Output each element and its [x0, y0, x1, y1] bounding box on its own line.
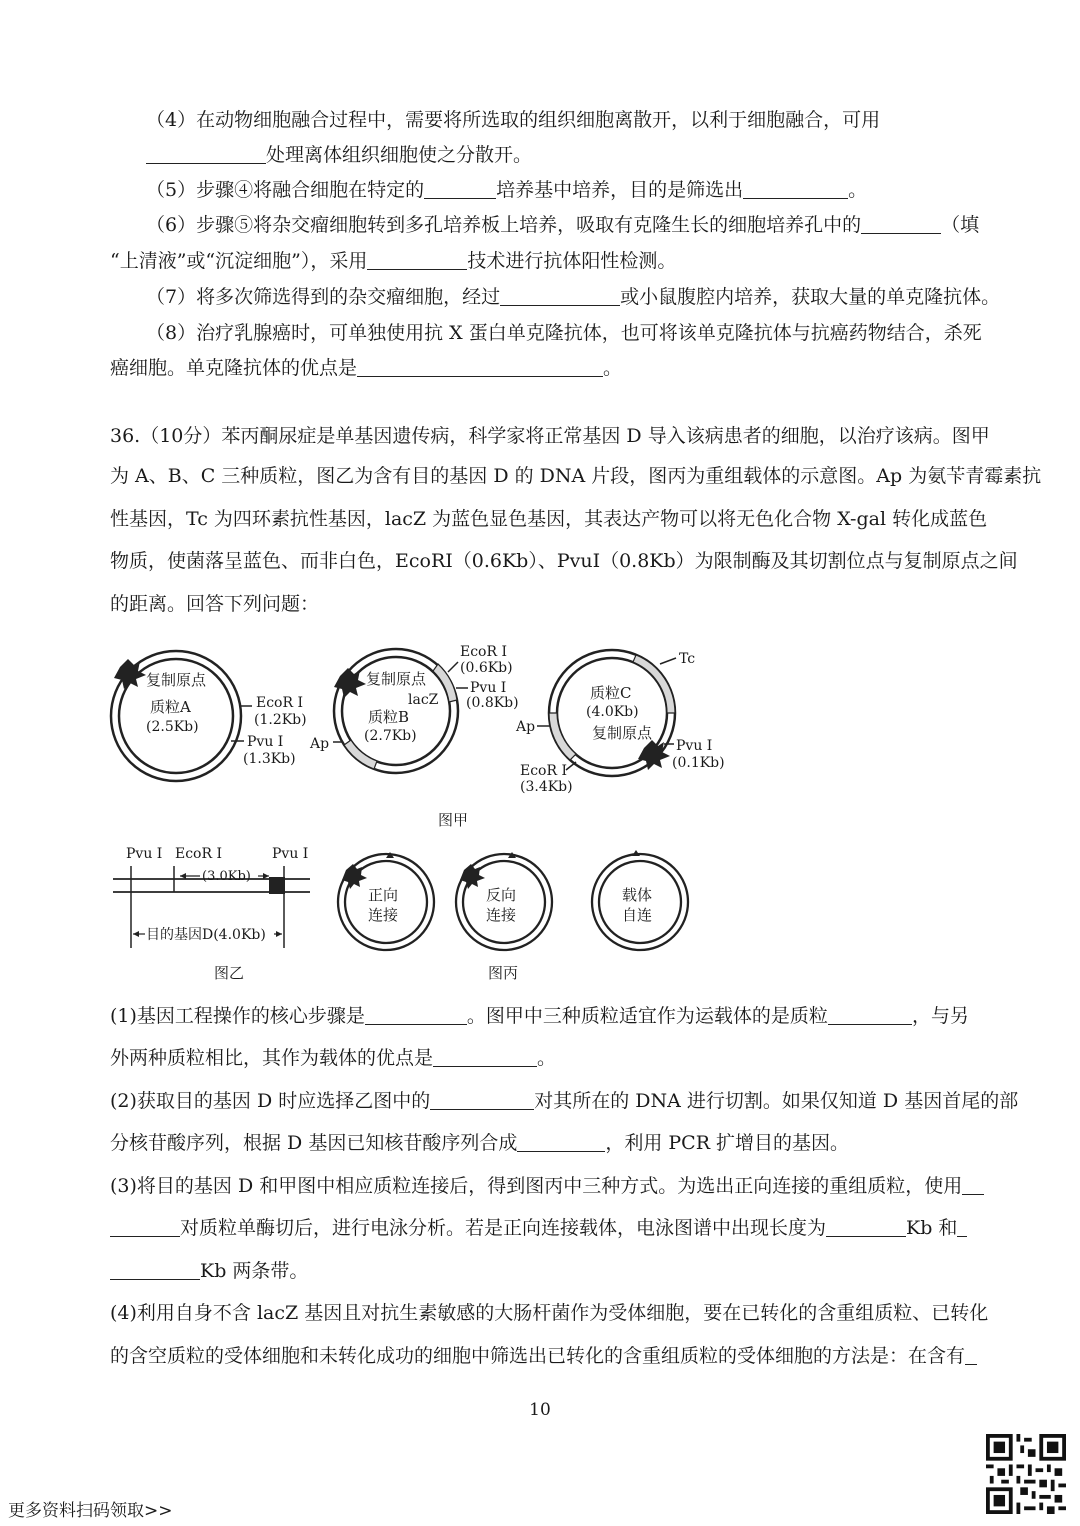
q36-sub2-line2: 分核苷酸序列，根据 D 基因已知核苷酸序列合成 ，利用 PCR 扩增目的基因。: [110, 1132, 850, 1154]
label-pvu: Pvu Ⅰ: [470, 680, 507, 696]
label-reverse-2: 连接: [486, 906, 517, 924]
recombinant-forward: [338, 852, 434, 950]
answer-blank[interactable]: [433, 1048, 537, 1067]
caption-fig-yi: 图乙: [214, 964, 245, 982]
q35-item4-line1: （4）在动物细胞融合过程中，需要将所选取的组织细胞离散开，以利于细胞融合，可用: [146, 109, 881, 131]
label-size: (2.5Kb): [146, 719, 199, 735]
label-size: (4.0Kb): [586, 704, 639, 720]
q36-sub1-line1: (1)基因工程操作的核心步骤是 。图甲中三种质粒适宜作为运载体的是质粒 ，与另: [110, 1005, 969, 1027]
answer-blank[interactable]: [110, 1218, 180, 1237]
q36-stem-line1: 36.（10分）苯丙酮尿症是单基因遗传病，科学家将正常基因 D 导入该病患者的细胞，以治疗该病。图甲: [110, 425, 990, 447]
plasmid-a: [111, 651, 307, 781]
label-ecor: EcoR Ⅰ: [460, 644, 508, 660]
answer-blank[interactable]: [517, 1133, 605, 1152]
recombinant-reverse: [456, 852, 552, 950]
label-pvu-right: Pvu Ⅰ: [272, 846, 309, 862]
label-lacz: lacZ: [408, 692, 439, 708]
label-self-1: 载体: [622, 886, 653, 904]
label-ecor-dist: (0.6Kb): [460, 660, 513, 676]
q35-item6-line1: （6）步骤⑤将杂交瘤细胞转到多孔培养板上培养，吸取有克隆生长的细胞培养孔中的 （填: [146, 214, 980, 236]
caption-fig-bing: 图丙: [488, 964, 519, 982]
recombinant-self: [592, 850, 688, 950]
plasmid-b: [309, 644, 519, 773]
q35-item4-line2: 处理离体组织细胞使之分散开。: [146, 143, 532, 167]
label-reverse-1: 反向: [486, 886, 517, 904]
page-number: 10: [529, 1400, 551, 1420]
answer-blank[interactable]: [826, 1218, 906, 1237]
label-forward-2: 连接: [368, 906, 399, 924]
answer-blank[interactable]: [430, 1091, 534, 1110]
label-ecor-dist: (3.4Kb): [520, 779, 573, 795]
label-ap: Ap: [310, 736, 330, 752]
q36-sub3-line2: 对质粒单酶切后，进行电泳分析。若是正向连接载体，电泳图谱中出现长度为 Kb 和: [110, 1216, 967, 1240]
q36-sub4-line1: (4)利用自身不含 lacZ 基因且对抗生素敏感的大肠杆菌作为受体细胞，要在已转化的含重组质粒、已转化: [110, 1302, 989, 1324]
label-pvu-dist: (0.8Kb): [466, 695, 519, 711]
label-name: 质粒C: [590, 684, 632, 702]
label-ecor: EcoR Ⅰ: [520, 763, 568, 779]
label-ori: 复制原点: [146, 671, 207, 689]
answer-blank[interactable]: [965, 1346, 977, 1365]
label-distance: (3.0Kb): [202, 869, 251, 884]
q36-sub1-line2: 外两种质粒相比，其作为载体的优点是 。: [110, 1047, 557, 1069]
q36-sub3-line1: (3)将目的基因 D 和甲图中相应质粒连接后，得到图丙中三种方式。为选出正向连接的重组质粒，使用: [110, 1174, 984, 1198]
q36-stem-line2: 为 A、B、C 三种质粒，图乙为含有目的基因 D 的 DNA 片段，图丙为重组载体的示意图。Ap 为氨苄青霉素抗: [110, 465, 1042, 487]
label-pvu: Pvu Ⅰ: [676, 738, 713, 754]
label-ori: 复制原点: [366, 670, 427, 688]
q36-stem-line3: 性基因，Tc 为四环素抗性基因，lacZ 为蓝色显色基因，其表达产物可以将无色化合物 X-gal 转化成蓝色: [110, 508, 988, 530]
qr-code-icon[interactable]: [986, 1434, 1066, 1514]
label-forward-1: 正向: [368, 886, 399, 904]
label-ecor: EcoR Ⅰ: [256, 695, 304, 711]
ap-segment: [549, 713, 576, 760]
dna-fragment: [113, 846, 310, 948]
q36-stem-line5: 的距离。回答下列问题：: [110, 593, 320, 615]
q36-sub3-line3: Kb 两条带。: [110, 1259, 308, 1283]
q36-stem-line4: 物质，使菌落呈蓝色、而非白色，EcoRI（0.6Kb）、PvuI（0.8Kb）为限制酶及其切割位点与复制原点之间: [110, 550, 1018, 572]
answer-blank[interactable]: [962, 1176, 984, 1195]
label-ecor-dist: (1.2Kb): [254, 712, 307, 728]
label-pvu-left: Pvu Ⅰ: [126, 846, 163, 862]
answer-blank[interactable]: [110, 1261, 200, 1280]
answer-blank[interactable]: [365, 1006, 467, 1025]
answer-blank[interactable]: [828, 1006, 912, 1025]
answer-blank[interactable]: [957, 1218, 967, 1237]
q36-sub2-line1: (2)获取目的基因 D 时应选择乙图中的 对其所在的 DNA 进行切割。如果仅知道 D 基因首尾的部: [110, 1090, 1019, 1112]
label-pvu-dist: (0.1Kb): [672, 755, 725, 771]
label-pvu-dist: (1.3Kb): [243, 751, 296, 767]
caption-fig-jia: 图甲: [438, 811, 469, 829]
q35-item6-line2: “上清液”或“沉淀细胞”），采用 技术进行抗体阳性检测。: [110, 250, 677, 272]
footer-promo-text[interactable]: 更多资料扫码领取>>: [8, 1501, 173, 1521]
label-ori: 复制原点: [592, 724, 653, 742]
label-name: 质粒A: [150, 698, 191, 716]
ap-segment: [344, 740, 377, 769]
q35-item8-line1: （8）治疗乳腺癌时，可单独使用抗 X 蛋白单克隆抗体，也可将该单克隆抗体与抗癌药物结合，杀死: [146, 322, 982, 344]
label-ecor: EcoR Ⅰ: [175, 846, 223, 862]
label-size: (2.7Kb): [364, 728, 417, 744]
q35-item8-line2: 癌细胞。单克隆抗体的优点是 。: [110, 357, 623, 379]
q35-item5: （5）步骤④将融合细胞在特定的 培养基中培养，目的是筛选出 。: [146, 179, 868, 201]
label-self-2: 自连: [622, 906, 653, 924]
plasmid-c: [515, 650, 725, 795]
label-name: 质粒B: [368, 708, 410, 726]
label-gene: 目的基因D(4.0Kb): [146, 927, 266, 943]
label-pvu: Pvu Ⅰ: [247, 734, 284, 750]
q36-sub4-line2: 的含空质粒的受体细胞和未转化成功的细胞中筛选出已转化的含重组质粒的受体细胞的方法是：在含有: [110, 1344, 977, 1368]
label-tc: Tc: [679, 651, 696, 667]
label-ap: Ap: [516, 719, 536, 735]
ori-marker-icon: [334, 668, 366, 698]
q35-item7: （7）将多次筛选得到的杂交瘤细胞，经过 或小鼠腹腔内培养，获取大量的单克隆抗体。: [146, 286, 1001, 308]
